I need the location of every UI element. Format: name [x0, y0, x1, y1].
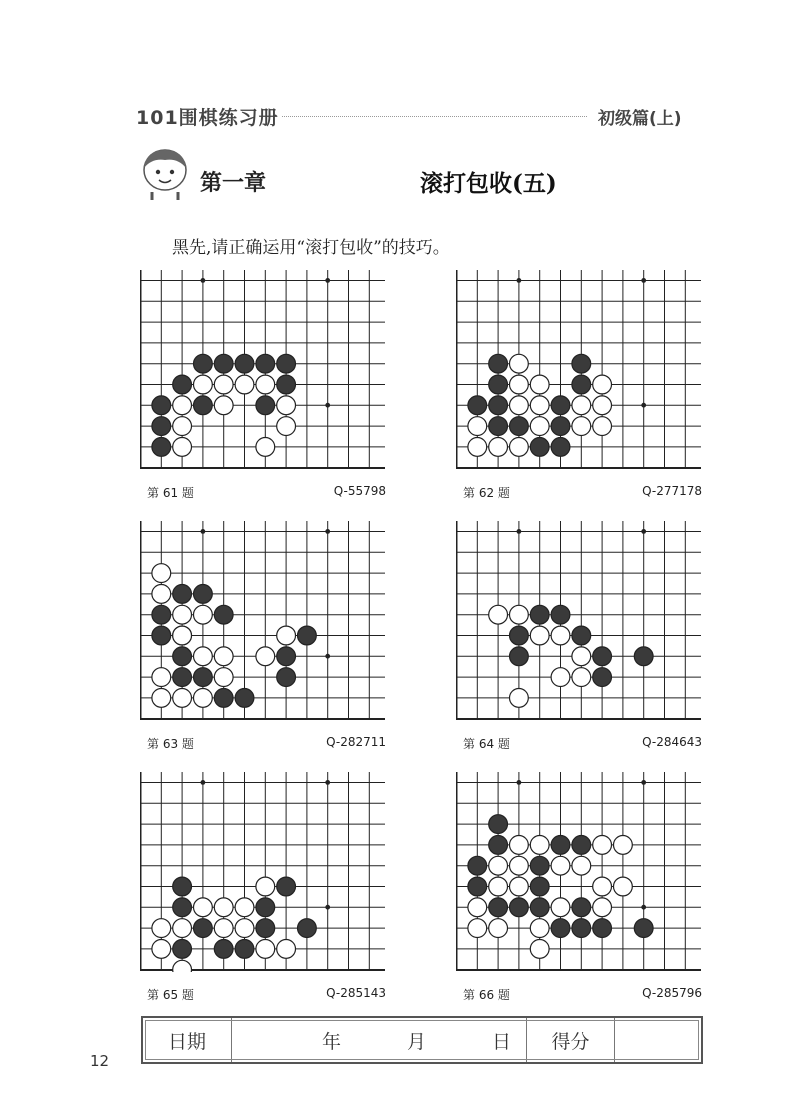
black-stone — [530, 856, 549, 875]
black-stone — [173, 668, 192, 687]
chapter-label: 第一章 — [200, 170, 267, 196]
white-stone — [468, 438, 487, 457]
white-stone — [489, 605, 508, 624]
problem-id: Q-277178 — [642, 484, 702, 498]
black-stone — [152, 396, 171, 415]
star-point — [325, 905, 330, 910]
white-stone — [468, 898, 487, 917]
black-stone — [277, 877, 296, 896]
black-stone — [256, 354, 275, 373]
black-stone — [530, 438, 549, 457]
star-point — [517, 780, 522, 785]
black-stone — [256, 898, 275, 917]
white-stone — [489, 919, 508, 938]
white-stone — [152, 940, 171, 959]
problem-label: 第 63 题 — [147, 737, 194, 751]
black-stone — [173, 940, 192, 959]
white-stone — [510, 877, 529, 896]
black-stone — [489, 375, 508, 394]
white-stone — [593, 417, 612, 436]
black-stone — [572, 375, 591, 394]
black-stone — [551, 836, 570, 855]
date-label: 日期 — [143, 1018, 232, 1062]
black-stone — [194, 585, 213, 604]
black-stone — [489, 417, 508, 436]
black-stone — [194, 668, 213, 687]
star-point — [201, 529, 206, 534]
black-stone — [510, 626, 529, 645]
white-stone — [468, 919, 487, 938]
black-stone — [572, 898, 591, 917]
black-stone — [256, 919, 275, 938]
star-point — [325, 278, 330, 283]
white-stone — [256, 647, 275, 666]
white-stone — [530, 940, 549, 959]
problem-label: 第 66 题 — [463, 988, 510, 1002]
white-stone — [214, 898, 233, 917]
white-stone — [173, 626, 192, 645]
star-point — [325, 654, 330, 659]
instruction-text: 黑先,请正确运用“滚打包收”的技巧。 — [172, 238, 450, 258]
black-stone — [194, 919, 213, 938]
black-stone — [468, 877, 487, 896]
white-stone — [510, 605, 529, 624]
score-label: 得分 — [527, 1018, 615, 1062]
white-stone — [173, 438, 192, 457]
go-board — [140, 521, 385, 721]
white-stone — [235, 919, 254, 938]
white-stone — [489, 877, 508, 896]
go-board — [456, 772, 701, 972]
mascot-icon — [138, 146, 192, 204]
black-stone — [468, 856, 487, 875]
problem-id: Q-285143 — [326, 986, 386, 1000]
white-stone — [194, 898, 213, 917]
black-stone — [489, 354, 508, 373]
star-point — [325, 529, 330, 534]
black-stone — [173, 647, 192, 666]
white-stone — [277, 626, 296, 645]
black-stone — [152, 626, 171, 645]
black-stone — [489, 815, 508, 834]
white-stone — [530, 836, 549, 855]
white-stone — [510, 689, 529, 708]
problem-id: Q-285796 — [642, 986, 702, 1000]
white-stone — [194, 689, 213, 708]
white-stone — [235, 898, 254, 917]
white-stone — [510, 375, 529, 394]
white-stone — [152, 919, 171, 938]
black-stone — [551, 396, 570, 415]
white-stone — [572, 668, 591, 687]
white-stone — [173, 417, 192, 436]
white-stone — [256, 438, 275, 457]
white-stone — [593, 396, 612, 415]
problem-id: Q-284643 — [642, 735, 702, 749]
black-stone — [510, 417, 529, 436]
black-stone — [194, 354, 213, 373]
white-stone — [152, 689, 171, 708]
black-stone — [593, 919, 612, 938]
white-stone — [214, 919, 233, 938]
white-stone — [173, 919, 192, 938]
white-stone — [593, 898, 612, 917]
black-stone — [277, 354, 296, 373]
black-stone — [277, 375, 296, 394]
book-level: 初级篇(上) — [598, 109, 682, 129]
go-board-svg — [140, 521, 385, 721]
white-stone — [510, 354, 529, 373]
go-board — [456, 521, 701, 721]
black-stone — [235, 689, 254, 708]
record-table — [141, 1016, 703, 1064]
white-stone — [614, 836, 633, 855]
white-stone — [256, 375, 275, 394]
white-stone — [214, 668, 233, 687]
white-stone — [530, 417, 549, 436]
white-stone — [194, 647, 213, 666]
white-stone — [510, 396, 529, 415]
header-divider — [282, 116, 587, 117]
date-field[interactable] — [232, 1018, 527, 1062]
white-stone — [614, 877, 633, 896]
go-board-svg — [456, 270, 701, 470]
go-board-svg — [456, 772, 701, 972]
black-stone — [634, 647, 653, 666]
year-label: 年 — [322, 1030, 342, 1053]
black-stone — [152, 605, 171, 624]
black-stone — [256, 396, 275, 415]
white-stone — [173, 960, 192, 972]
white-stone — [214, 647, 233, 666]
star-point — [641, 278, 646, 283]
star-point — [325, 780, 330, 785]
black-stone — [551, 417, 570, 436]
go-board — [140, 772, 385, 972]
white-stone — [277, 396, 296, 415]
white-stone — [277, 940, 296, 959]
white-stone — [256, 877, 275, 896]
black-stone — [530, 605, 549, 624]
white-stone — [551, 626, 570, 645]
star-point — [325, 403, 330, 408]
problem-id: Q-55798 — [333, 484, 386, 498]
problem-label: 第 64 题 — [463, 737, 510, 751]
white-stone — [530, 396, 549, 415]
black-stone — [530, 898, 549, 917]
problem-id: Q-282711 — [326, 735, 386, 749]
problem-label: 第 61 题 — [147, 486, 194, 500]
white-stone — [214, 375, 233, 394]
white-stone — [510, 856, 529, 875]
black-stone — [173, 877, 192, 896]
black-stone — [235, 354, 254, 373]
black-stone — [298, 626, 317, 645]
white-stone — [256, 940, 275, 959]
black-stone — [634, 919, 653, 938]
white-stone — [214, 396, 233, 415]
black-stone — [551, 605, 570, 624]
white-stone — [572, 396, 591, 415]
black-stone — [152, 417, 171, 436]
white-stone — [572, 417, 591, 436]
black-stone — [510, 898, 529, 917]
go-board — [140, 270, 385, 470]
black-stone — [572, 626, 591, 645]
book-title: 101围棋练习册 — [136, 107, 279, 129]
page-number: 12 — [90, 1052, 110, 1070]
go-board-svg — [140, 772, 385, 972]
white-stone — [593, 375, 612, 394]
star-point — [201, 780, 206, 785]
black-stone — [593, 647, 612, 666]
black-stone — [572, 836, 591, 855]
black-stone — [214, 605, 233, 624]
black-stone — [468, 396, 487, 415]
black-stone — [572, 354, 591, 373]
white-stone — [510, 438, 529, 457]
black-stone — [235, 940, 254, 959]
black-stone — [489, 898, 508, 917]
black-stone — [572, 919, 591, 938]
star-point — [201, 278, 206, 283]
white-stone — [152, 585, 171, 604]
white-stone — [173, 396, 192, 415]
black-stone — [214, 689, 233, 708]
go-board — [456, 270, 701, 470]
black-stone — [530, 877, 549, 896]
black-stone — [214, 940, 233, 959]
month-label: 月 — [407, 1030, 427, 1053]
problem-label: 第 65 题 — [147, 988, 194, 1002]
go-board-svg — [140, 270, 385, 470]
score-field[interactable] — [615, 1018, 701, 1062]
black-stone — [551, 919, 570, 938]
white-stone — [593, 877, 612, 896]
star-point — [641, 905, 646, 910]
white-stone — [152, 668, 171, 687]
white-stone — [530, 375, 549, 394]
star-point — [517, 278, 522, 283]
white-stone — [173, 689, 192, 708]
white-stone — [194, 605, 213, 624]
white-stone — [572, 856, 591, 875]
star-point — [641, 780, 646, 785]
white-stone — [593, 836, 612, 855]
star-point — [641, 529, 646, 534]
black-stone — [489, 836, 508, 855]
black-stone — [173, 585, 192, 604]
white-stone — [551, 856, 570, 875]
white-stone — [173, 605, 192, 624]
black-stone — [173, 375, 192, 394]
black-stone — [173, 898, 192, 917]
black-stone — [194, 396, 213, 415]
go-board-svg — [456, 521, 701, 721]
white-stone — [510, 836, 529, 855]
white-stone — [530, 919, 549, 938]
black-stone — [489, 396, 508, 415]
black-stone — [152, 438, 171, 457]
star-point — [641, 403, 646, 408]
chapter-title: 滚打包收(五) — [420, 170, 557, 197]
white-stone — [194, 375, 213, 394]
white-stone — [551, 898, 570, 917]
white-stone — [530, 626, 549, 645]
problem-label: 第 62 题 — [463, 486, 510, 500]
black-stone — [593, 668, 612, 687]
white-stone — [152, 564, 171, 583]
black-stone — [277, 647, 296, 666]
white-stone — [572, 647, 591, 666]
white-stone — [551, 668, 570, 687]
white-stone — [235, 375, 254, 394]
star-point — [517, 529, 522, 534]
black-stone — [551, 438, 570, 457]
white-stone — [468, 417, 487, 436]
white-stone — [277, 417, 296, 436]
black-stone — [510, 647, 529, 666]
black-stone — [298, 919, 317, 938]
black-stone — [214, 354, 233, 373]
black-stone — [277, 668, 296, 687]
white-stone — [489, 438, 508, 457]
white-stone — [489, 856, 508, 875]
day-label: 日 — [492, 1030, 512, 1053]
